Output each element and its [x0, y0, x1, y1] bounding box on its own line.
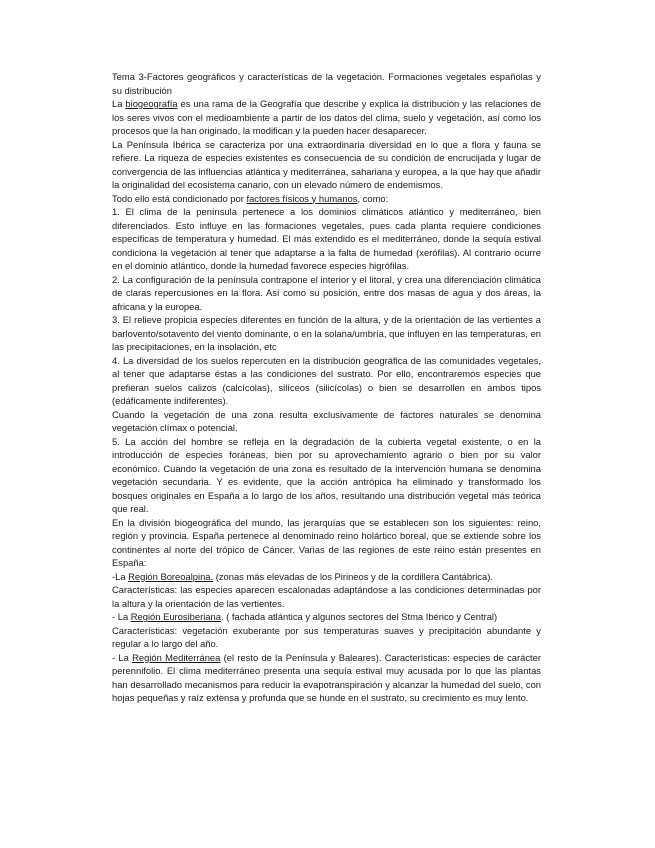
- intro-paragraph: [112, 97, 541, 138]
- region-item: [112, 651, 541, 705]
- division-paragraph: En la división biogeográfica del mundo, las jerarquías que se establecen son los siguientes: reino, región y provincia. España pertenece al denominado reino holártico boreal, que se extiende sobre los continentes al norte del trópico de Cáncer. Varias de las regiones de este reino están presentes en España:: [112, 516, 541, 568]
- region-item: [112, 570, 541, 584]
- region-description: Características: las especies aparecen escalonadas adaptándose a las condiciones determinadas por la altura y la orientación de las vertientes.: [112, 584, 541, 609]
- region-after: (zonas más elevadas de los Pirineos y de la cordillera Cantábrica).: [213, 570, 493, 582]
- region-after: (el resto de la Península y Baleares). Características: especies de carácter perennifolio. El clima mediterráneo presenta una sequía estival muy acusada por lo que las plantas han desarrollado mecanismos para reducir la evapotranspiración y alcanzar la humedad del suelo, con hojas pequeñas y raíz extensa y profunda que se hunde en el sustrato, su crecimiento es muy lento.: [112, 651, 541, 703]
- region-prefix: - La: [112, 611, 131, 622]
- region-prefix: - La: [112, 651, 133, 663]
- region-name: Región Mediterránea: [132, 651, 221, 663]
- region-name: Región Boreoalpina.: [128, 570, 214, 582]
- conditioned-paragraph: [112, 192, 541, 206]
- intro-text: es una rama de la Geografía que describe y explica la distribución y las relaciones de los seres vivos con el medioambiente a partir de los datos del clima, suelo y vegetación, así como los procesos que la han originado, la modifican y la pueden hacer desaparecer.: [112, 98, 541, 136]
- document-title: Tema 3-Factores geográficos y características de la vegetación. Formaciones vegetales españolas y su distribución: [112, 71, 541, 96]
- factor-item: 5. La acción del hombre se refleja en la degradación de la cubierta vegetal existente, o en la introducción de especies foráneas, bien por su aprovechamiento agrario o bien por su valor económico. Cuando la vegetación de una zona es resultado de la intervención humana se denomina vegetación secundaria. Y es evidente, que la acción antrópica ha eliminado y transformado los bosques originales en España a lo largo de los años, resultando una distribución vegetal más teórica que real.: [112, 435, 541, 514]
- factor-item: 4. La diversidad de los suelos repercuten en la distribución geográfica de las comunidades vegetales, al tener que adaptarse éstas a las condiciones del sustrato. Por ello, encontraremos especies que prefieran suelos calizos (calcícolas), silíceos (silicícolas) o bien se desarrollen en ambos tipos (edáficamente indiferentes).: [112, 354, 541, 406]
- biogeografia-link: biogeografía: [125, 98, 178, 109]
- region-description: Características: vegetación exuberante por sus temperaturas suaves y precipitación abundante y regular a lo largo del año.: [112, 624, 541, 649]
- document-page: [112, 70, 541, 705]
- conditioned-prefix: Todo ello está condicionado por: [112, 192, 247, 204]
- region-name: Región Eurosiberiana: [130, 611, 221, 622]
- conditioned-suffix: como:: [360, 192, 389, 204]
- factor-item: 2. La configuración de la península contrapone el interior y el litoral, y crea una diferenciación climática de claras repercusiones en la flora. Así como su posición, entre dos masas de agua y dos áreas, la africana y la europea.: [112, 273, 541, 312]
- region-item: [112, 610, 541, 624]
- climax-paragraph: Cuando la vegetación de una zona resulta exclusivamente de factores naturales se denomina vegetación clímax o potencial.: [112, 408, 541, 433]
- intro-prefix: La: [112, 98, 126, 109]
- factor-item: 1. El clima de la península pertenece a los dominios climáticos atlántico y mediterráneo, bien diferenciados. Esto influye en las formaciones vegetales, pues cada planta requiere condiciones específicas de temperatura y humedad. El más extendido es el mediterráneo, donde la sequía estival condiciona la vegetación al tener que adaptarse a la falta de humedad (xerófilas). Al contrario ocurre en el dominio atlántico, donde la humedad favorece especies higrófilas.: [112, 206, 541, 271]
- factor-item: 3. El relieve propicia especies diferentes en función de la altura, y de la orientación de las vertientes a barlovento/sotavento del viento dominante, o en la solana/umbría, que influyen en las temperaturas, en las precipitaciones, en la insolación, etc: [112, 314, 541, 352]
- factors-term: factores físicos y humanos,: [246, 192, 361, 204]
- iberian-paragraph: La Península Ibérica se caracteriza por una extraordinaria diversidad en lo que a flora y fauna se refiere. La riqueza de especies existentes es consecuencia de su condición de encrucijada y lugar de convergencia de las influencias atlántica y mediterránea, sahariana y europea, a la que hay que añadir la originalidad del ecosistema canario, con un elevado número de endemismos.: [112, 138, 541, 190]
- region-prefix: -La: [112, 570, 129, 582]
- region-after: . ( fachada atlántica y algunos sectores del Stma Ibérico y Central): [220, 611, 498, 622]
